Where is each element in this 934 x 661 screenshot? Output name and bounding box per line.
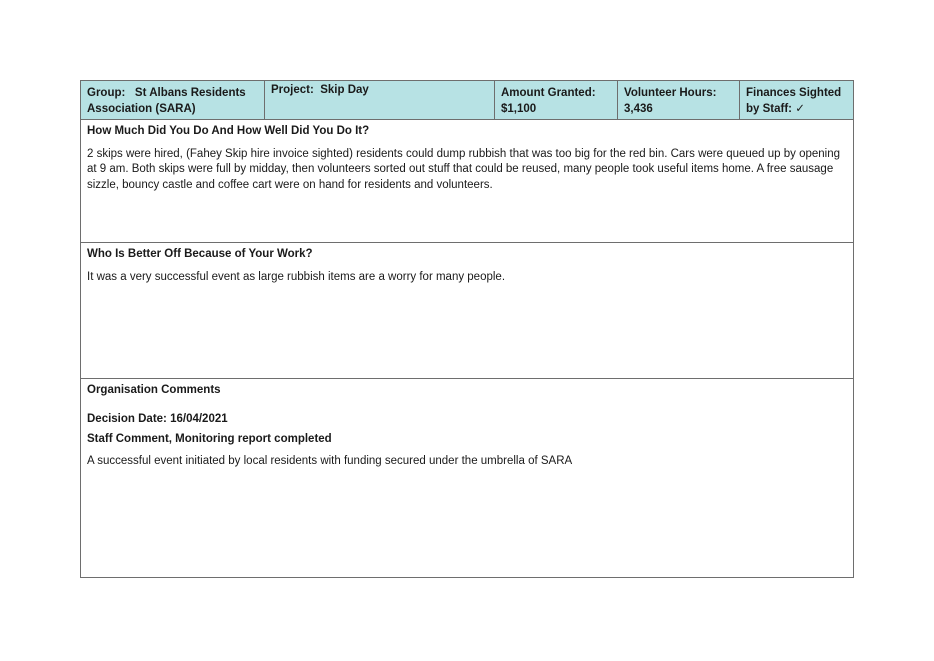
- group-name-part-2: Association (SARA): [87, 103, 196, 115]
- project-cell: [265, 81, 495, 119]
- better-off-title: Who Is Better Off Because of Your Work?: [87, 248, 313, 260]
- project-name: Skip Day: [320, 84, 369, 96]
- project-line: [271, 82, 488, 98]
- group-line-1: [87, 85, 258, 101]
- organisation-comments-title: Organisation Comments: [87, 384, 221, 396]
- project-label: Project:: [271, 84, 314, 96]
- how-much-section: [81, 120, 853, 243]
- group-cell: [81, 81, 265, 119]
- finances-sighted-label-2: by Staff:: [746, 103, 792, 115]
- decision-date: Decision Date: 16/04/2021: [87, 412, 228, 425]
- amount-granted-cell: [495, 81, 618, 119]
- organisation-comments-section: [81, 379, 853, 577]
- finances-sighted-line-2: [746, 101, 847, 117]
- monitoring-report-table: [80, 80, 854, 578]
- organisation-comments-body: A successful event initiated by local residents with funding secured under the umbrella of SARA: [87, 454, 573, 467]
- finances-sighted-label: Finances Sighted: [746, 87, 842, 99]
- group-name-part-1: St Albans Residents: [134, 87, 246, 99]
- volunteer-hours-label: Volunteer Hours:: [624, 87, 717, 99]
- finances-sighted-cell: [740, 81, 853, 119]
- how-much-body: 2 skips were hired, (Fahey Skip hire invoice sighted) residents could dump rubbish that was too big for the red bin. Cars were queued up by opening at 9 am. Both skips were full by midday, then volunteers sorted out stuff that could be reused, many people took useful items home. A free sausage sizzle, bouncy castle and coffee cart were on hand for residents and volunteers.: [87, 147, 841, 191]
- staff-comment-heading: Staff Comment, Monitoring report completed: [87, 433, 332, 445]
- better-off-body: It was a very successful event as large rubbish items are a worry for many people.: [87, 270, 506, 283]
- how-much-title: How Much Did You Do And How Well Did You Do It?: [87, 125, 370, 137]
- volunteer-hours-cell: [618, 81, 740, 119]
- amount-granted-value: $1,100: [501, 103, 537, 115]
- group-label: Group:: [87, 87, 126, 99]
- better-off-section: [81, 243, 853, 379]
- volunteer-hours-value: 3,436: [624, 103, 653, 115]
- amount-granted-label: Amount Granted:: [501, 87, 596, 99]
- report-header-row: [81, 81, 853, 120]
- checkmark-icon: ✓: [795, 103, 805, 115]
